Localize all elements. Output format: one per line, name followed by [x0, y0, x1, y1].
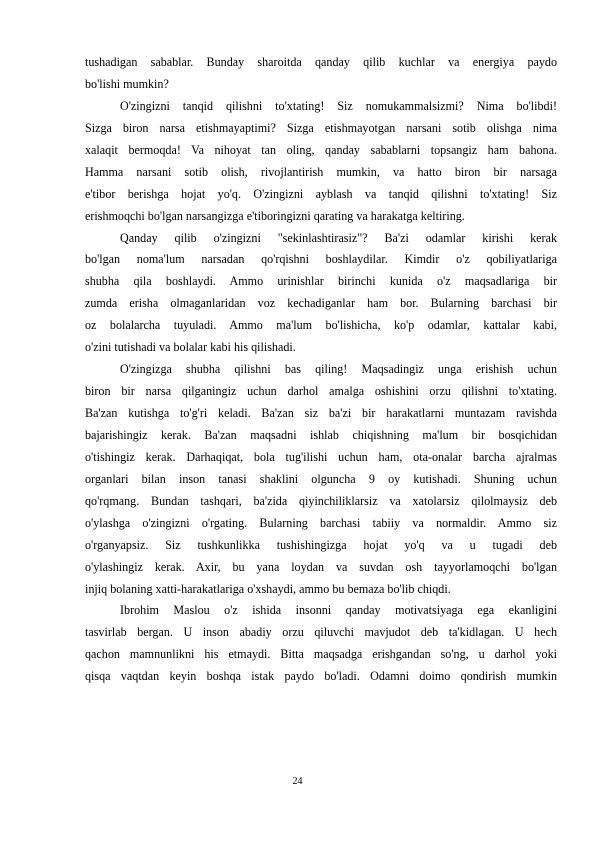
text-line: qisqa vaqtdan keyin boshqa istak paydo bo'ladi. Odamni doimo qondirish mumkin	[85, 669, 557, 684]
page-number: 24	[292, 776, 303, 787]
text-line: erishmoqchi bo'lgan narsangizga e'tiboringizni qarating va harakatga keltiring.	[85, 208, 465, 223]
paragraph	[85, 96, 557, 228]
text-line: injiq bolaning xatti-harakatlariga o'xshaydi, ammo bu bemaza bo'lib chiqdi.	[85, 581, 451, 596]
text-line: O'zingizga shubha qilishni bas qiling! Maqsadingiz unga erishish uchun	[120, 362, 557, 377]
text-line: O'zingizni tanqid qilishni to'xtating! Siz nomukammalsizmi? Nima bo'libdi!	[120, 98, 557, 113]
text-line: zumda erisha olmaganlaridan voz kechadiganlar ham bor. Bularning barchasi bir	[85, 296, 557, 311]
text-line: e'tibor berishga hojat yo'q. O'zingizni ayblash va tanqid qilishni to'xtating! Siz	[85, 186, 557, 201]
text-line: oz bolalarcha tuyuladi. Ammo ma'lum bo'lishicha, ko'p odamlar, kattalar kabi,	[85, 318, 557, 333]
paragraph	[85, 600, 557, 688]
text-line: o'ylashingiz kerak. Axir, bu yana loydan va suvdan osh tayyorlamoqchi bo'lgan	[85, 559, 557, 574]
text-line: Sizga biron narsa etishmayaptimi? Sizga etishmayotgan narsani sotib olishga nima	[85, 120, 557, 135]
text-line: qachon mamnunlikni his etmaydi. Bitta maqsadga erishgandan so'ng, u darhol yoki	[85, 647, 557, 662]
text-line: o'rganyapsiz. Siz tushkunlikka tushishingizga hojat yo'q va u tugadi deb	[85, 537, 557, 552]
text-line: bo'lishi mumkin?	[85, 76, 169, 91]
text-line: o'ylashga o'zingizni o'rgating. Bularning barchasi tabiiy va normaldir. Ammo siz	[85, 515, 557, 530]
paragraph	[85, 228, 557, 360]
text-line: o'tishingiz kerak. Darhaqiqat, bola tug'ilishi uchun ham, ota-onalar barcha ajralmas	[85, 449, 557, 464]
text-line: biron bir narsa qilganingiz uchun darhol amalga oshishini orzu qilishni to'xtating.	[85, 384, 557, 399]
body-text	[85, 52, 557, 688]
text-line: Ibrohim Maslou o'z ishida insonni qanday motivatsiyaga ega ekanligini	[120, 603, 557, 618]
text-line: Hamma narsani sotib olish, rivojlantirish mumkin, va hatto biron bir narsaga	[85, 164, 557, 179]
text-line: organlari bilan inson tanasi shaklini olguncha 9 oy kutishadi. Shuning uchun	[85, 471, 557, 486]
text-line: xalaqit bermoqda! Va nihoyat tan oling, qanday sabablarni topsangiz ham bahona.	[85, 142, 557, 157]
text-line: Ba'zan kutishga to'g'ri keladi. Ba'zan siz ba'zi bir harakatlarni muntazam ravishda	[85, 406, 557, 420]
paragraph	[85, 52, 557, 96]
text-line: Qanday qilib o'zingizni "sekinlashtirasiz"? Ba'zi odamlar kirishi kerak	[120, 230, 557, 245]
text-line: bo'lgan noma'lum narsadan qo'rqishni boshlaydilar. Kimdir o'z qobiliyatlariga	[85, 252, 557, 267]
text-line: bajarishingiz kerak. Ba'zan maqsadni ishlab chiqishning ma'lum bir bosqichidan	[85, 427, 557, 442]
text-line: qo'rqmang. Bundan tashqari, ba'zida qiyinchiliklarsiz va xatolarsiz qilolmaysiz deb	[85, 493, 557, 508]
text-line: shubha qila boshlaydi. Ammo urinishlar birinchi kunida o'z maqsadlariga bir	[85, 274, 557, 289]
paragraph	[85, 359, 557, 600]
text-line: tushadigan sabablar. Bunday sharoitda qanday qilib kuchlar va energiya paydo	[85, 55, 557, 69]
text-line: o'zini tutishadi va bolalar kabi his qilishadi.	[85, 340, 296, 355]
text-line: tasvirlab bergan. U inson abadiy orzu qiluvchi mavjudot deb ta'kidlagan. U hech	[85, 625, 557, 640]
